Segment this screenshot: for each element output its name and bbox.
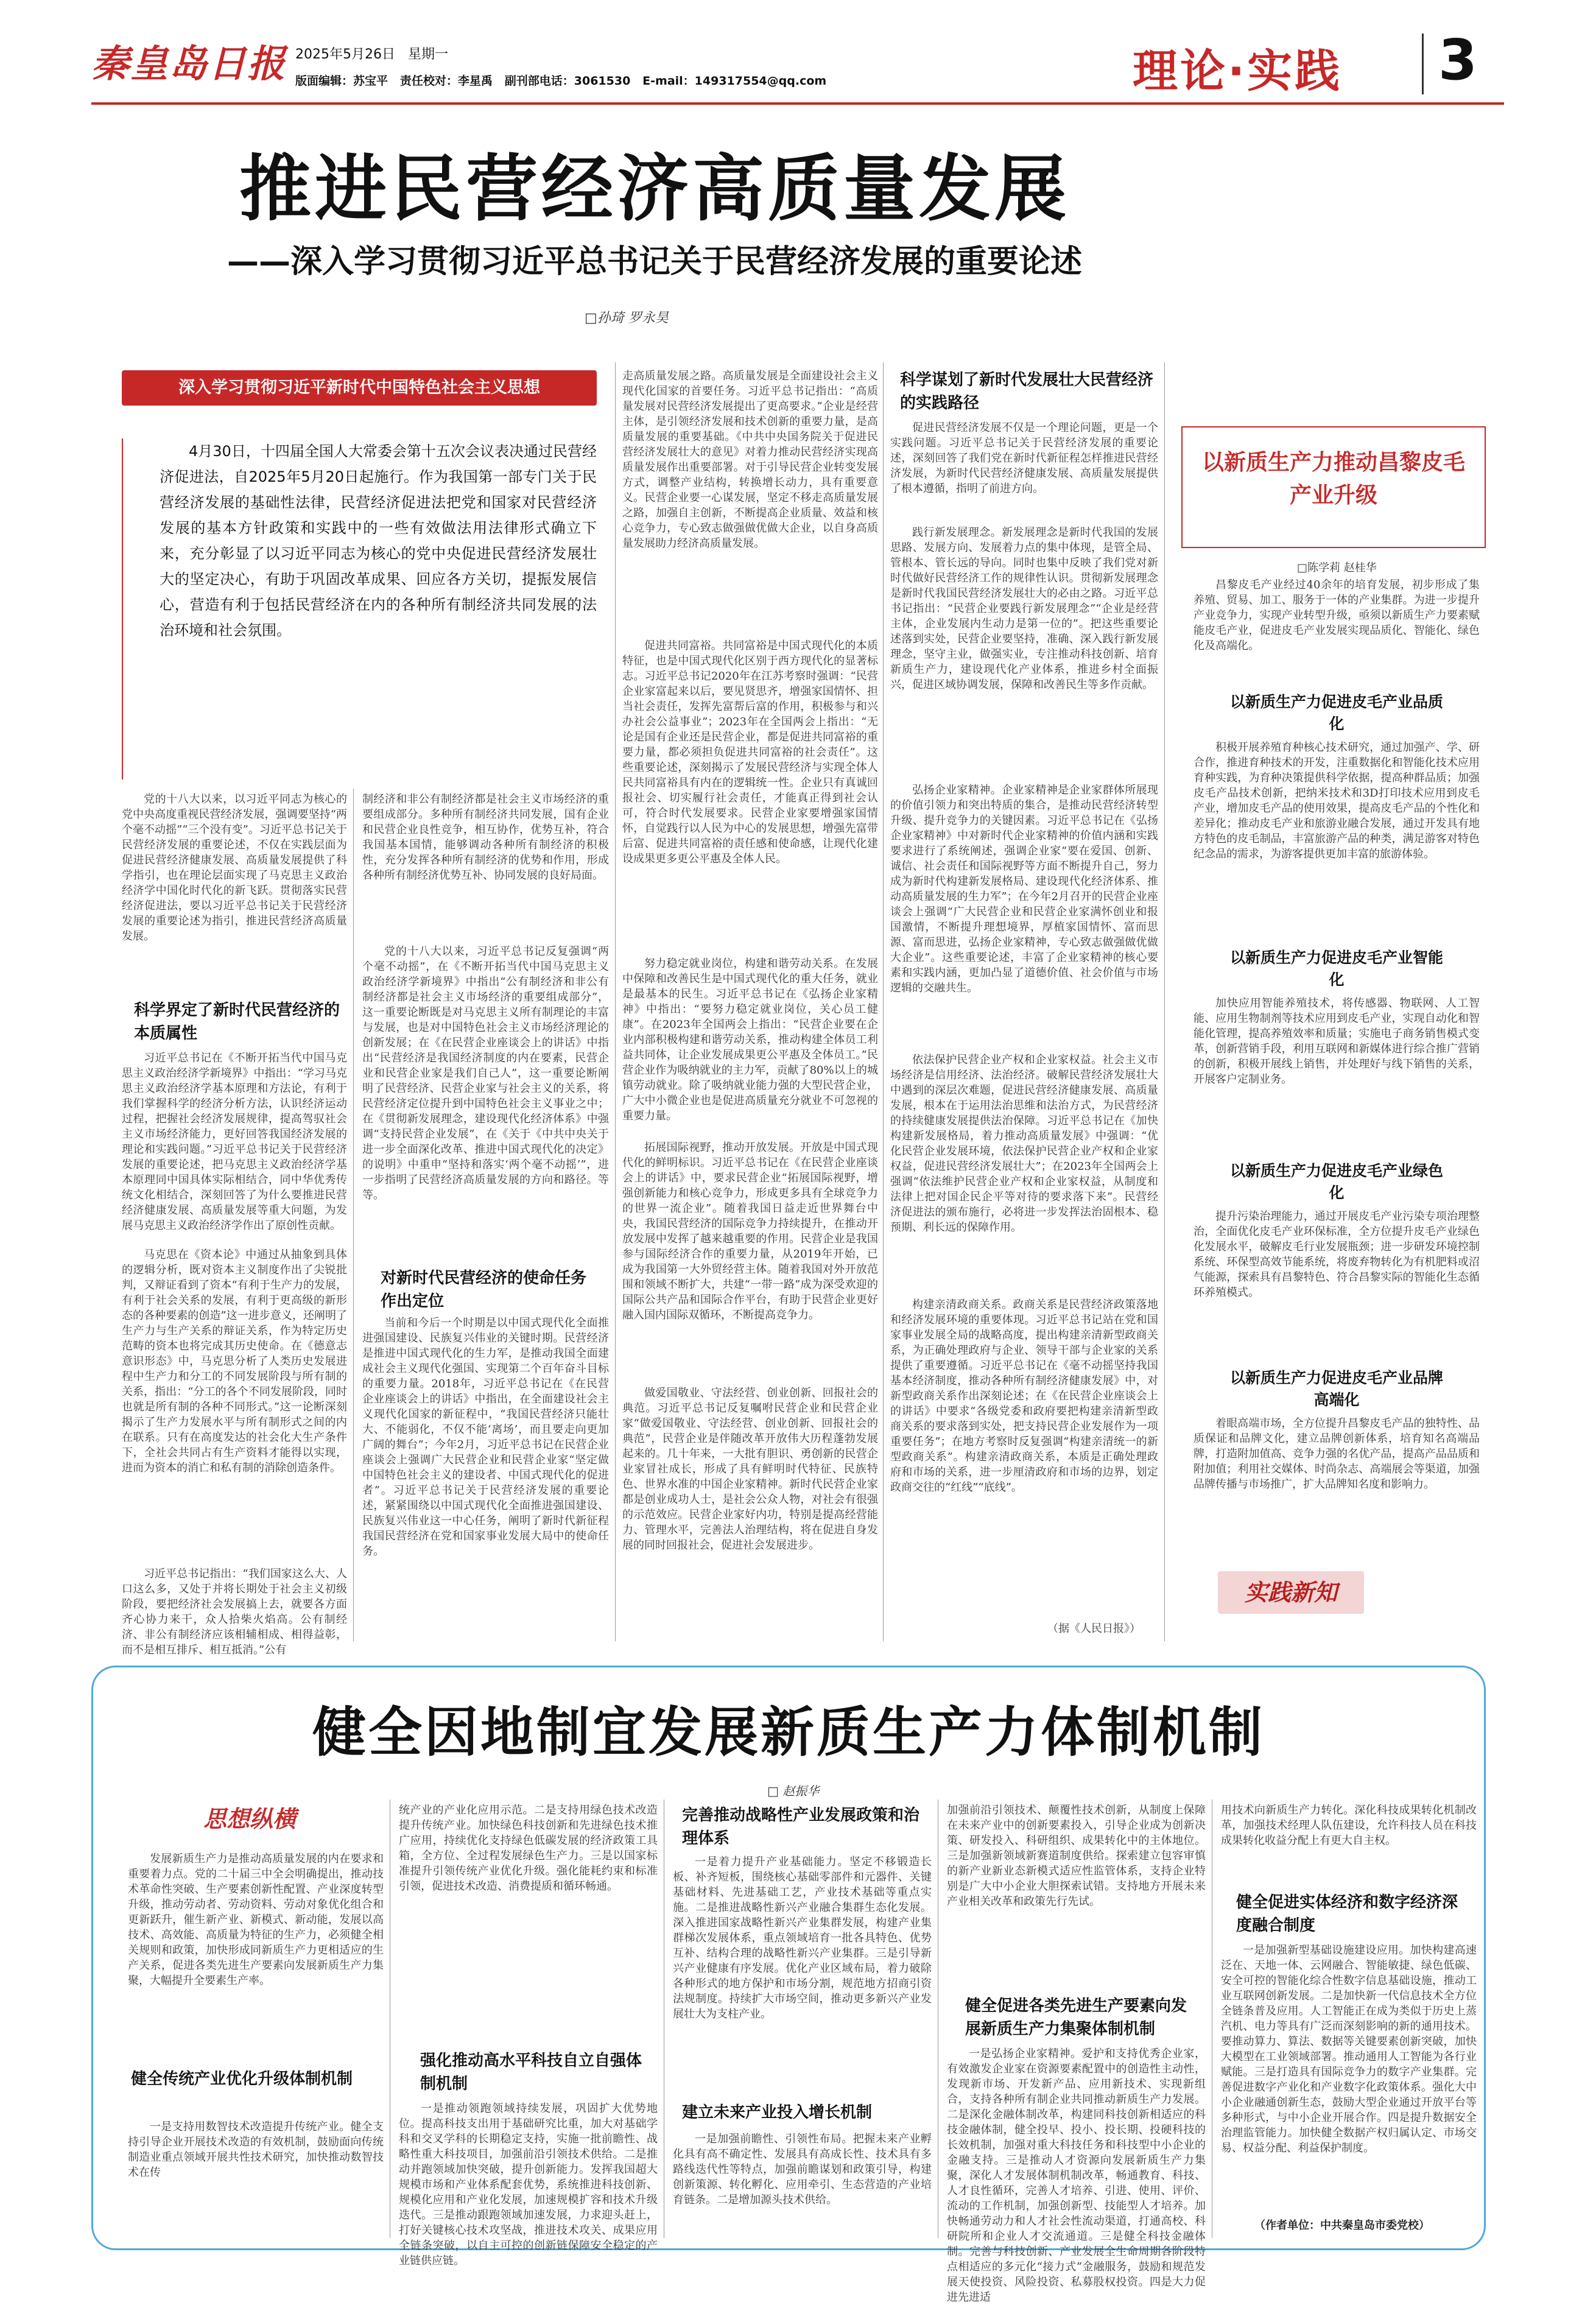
- practice-stamp: [1218, 1571, 1364, 1614]
- lead-col3-p4: 拓展国际视野，推动开放发展。开放是中国式现代化的鲜明标识。习近平总书记在《在民营企业座谈会上的讲话》中，要求民营企业“拓展国际视野，增强创新能力和核心竞争力，形成更多具有全球竞争力的世界一流企业”。随着我国日益走近世界舞台中央，我国民营经济的国际竞争力持续提升，在推动开放发展中发挥了越来越重要的作用。民营企业是我国参与国际经济合作的重要力量，从2019年开始，已成为我国第一大外贸经营主体。随着我国对外开放范围和领域不断扩大，共建“一带一路”成为深受欢迎的国际公共产品和国际合作平台，有助于民营企业更好融入国内国际双循环，不断提高竞争力。: [622, 1141, 878, 1321]
- sidebar-s3-title: 以新质生产力促进皮毛产业绿色化: [1229, 1162, 1443, 1202]
- sidebar-s3-body: 提升污染治理能力，通过开展皮毛产业污染专项治理整治，全面优化皮毛产业环保标准，全方位提升皮毛产业绿色化发展水平，破解皮毛行业发展瓶颈；进一步研发环境控制系统、环保型高效节能系统，将废弃物转化为有机肥料或沼气能源，探索具有昌黎特色、符合昌黎实际的智能化生态循环养殖模式。: [1193, 1210, 1480, 1299]
- page-number: 3: [1438, 27, 1478, 93]
- sidebar-s4-body: 着眼高端市场，全方位提升昌黎皮毛产品的独特性、品质保证和品牌文化，建立品牌创新体系，培育知名高端品牌，打造附加值高、竞争力强的名优产品，提高产品品质和附加值；利用社交媒体、时尚杂志、高端展会等渠道，加强品牌传播与市场推广，扩大品牌知名度和影响力。: [1193, 1417, 1480, 1491]
- sidebar-s2-title: 以新质生产力促进皮毛产业智能化: [1229, 949, 1443, 988]
- section-title: 理论·实践: [1133, 45, 1343, 97]
- issue-date: [295, 44, 448, 63]
- sidebar-title: 以新质生产力推动昌黎皮毛产业升级: [1201, 449, 1465, 508]
- second-c2-p2: 一是推动领跑领域持续发展，巩固扩大优势地位。提高科技支出用于基础研究比重，加大对基础学科和交叉学科的长期稳定支持，实施一批前瞻性、战略性重大科技项目，加强前沿引领技术供给。二是推动并跑领域加快突破，提升创新能力。发挥我国超大规模市场和产业体系配套优势，系统推进科技创新、规模化应用和产业化发展，加速规模扩容和技术升级迭代。三是推动跟跑领域加速发展，力求迎头赶上，打好关键核心技术攻坚战，推进技术攻关、成果应用全链条突破，以自主可控的创新链保障安全稳定的产业链供应链。: [399, 2102, 658, 2267]
- sidebar-title-box: [1181, 426, 1486, 548]
- second-c2-heading: 强化推动高水平科技自立自强体制机制: [420, 2052, 642, 2093]
- date-text: 2025年5月26日: [295, 47, 395, 62]
- second-c5-p2: 一是加强新型基础设施建设应用。加快构建高速泛在、天地一体、云网融合、智能敏捷、绿色低碳、安全可控的智能化综合性数字信息基础设施，推动工业互联网创新发展。二是加快新一代信息技术全方位全链条普及应用。人工智能正在成为类似于历史上蒸汽机、电力等具有广泛而深刻影响的新的通用技术。要推动算力、算法、数据等关键要素创新突破，加快大模型在工业领域部署。推动通用人工智能为各行业赋能。三是打造具有国际竞争力的数字产业集群。完善促进数字产业化和产业数字化政策体系。强化大中小企业融通创新生态，鼓励大型企业通过开放平台等多种形式，与中小企业开展合作。四是提升数据安全治理监管能力。加快健全数据产权归属认定、市场交易、权益分配、利益保护制度。: [1221, 1944, 1477, 2155]
- lead-col4-p5: 构建亲清政商关系。政商关系是民营经济政策落地和经济发展环境的重要体现。习近平总书记站在党和国家事业发展全局的战略高度，提出构建亲清新型政商关系，为正确处理政府与企业、领导干部与企业家的关系提供了重要遵循。习近平总书记在《毫不动摇坚持我国基本经济制度，推动各种所有制经济健康发展》中，对新型政商关系作出深刻论述；在《在民营企业座谈会上的讲话》中要求“各级党委和政府要把构建亲清新型政商关系的要求落到实处，把支持民营企业发展作为一项重要任务”；在地方考察时反复强调“构建亲清统一的新型政商关系”。构建亲清政商关系，本质是正确处理政府和市场的关系，进一步厘清政府和市场的边界，划定政商交往的“红线”“底线”。: [890, 1298, 1158, 1494]
- second-c3-heading: 完善推动战略性产业发展政策和治理体系: [682, 1806, 920, 1848]
- column-rule: [1164, 362, 1165, 1641]
- second-byline: □ 赵振华: [767, 1784, 820, 1798]
- sidebar-byline: □陈学莉 赵桂华: [1297, 561, 1377, 574]
- second-title: 健全因地制宜发展新质生产力体制机制: [312, 1701, 1265, 1764]
- lead-col2-p1: 制经济和非公有制经济都是社会主义市场经济的重要组成部分。多种所有制经济共同发展，国有企业和民营企业良性竞争，相互协作，优势互补，符合我国基本国情，能够调动各种所有制经济的积极性，充分发挥各种所有制经济的优势和作用，形成各种所有制经济优势互补、协同发展的良好局面。: [362, 793, 609, 882]
- column-rule: [883, 362, 884, 1641]
- second-author: （作者单位：中共秦皇岛市委党校）: [1254, 2219, 1430, 2232]
- masthead: [0, 0, 1596, 116]
- newspaper-logo: 秦皇岛日报: [91, 41, 287, 86]
- lead-col1-heading: 科学界定了新时代民营经济的本质属性: [134, 1001, 340, 1043]
- lead-col4-p3: 弘扬企业家精神。企业家精神是企业家群体所展现的价值引领力和突出特质的集合，是推动民营经济转型升级、提升竞争力的关键因素。习近平总书记在《弘扬企业家精神》中对新时代企业家精神的价值内涵和实践要求进行了系统阐述，强调企业家“要在爱国、创新、诚信、社会责任和国际视野等方面不断提升自己，努力成为新时代构建新发展格局、建设现代化经济体系、推动高质量发展的生力军”；在今年2月召开的民营企业座谈会上强调“广大民营企业和民营企业家满怀创业和报国激情，不断提升理想境界，厚植家国情怀、富而思源、富而思进，弘扬企业家精神，专心致志做强做优做大企业”。这些重要论述，丰富了企业家精神的核心要素和实践内涵，更加凸显了道德价值、社会价值与市场逻辑的交融共生。: [890, 784, 1158, 994]
- lead-col4-heading: 科学谋划了新时代发展壮大民营经济的实践路径: [900, 371, 1154, 412]
- second-c5-heading: 健全促进实体经济和数字经济深度融合制度: [1236, 1893, 1458, 1935]
- phone-text: 副刊部电话：3061530: [504, 74, 631, 88]
- intro-box: [122, 438, 597, 779]
- weekday-text: 星期一: [407, 47, 448, 62]
- editor-text: 版面编辑：苏宝平: [295, 74, 388, 88]
- lead-col1-p1: 党的十八大以来，以习近平同志为核心的党中央高度重视民营经济发展，强调要坚持“两个毫不动摇”“三个没有变”。习近平总书记关于民营经济发展的重要论述，不仅在实践层面为促进民营经济健康发展、高质量发展提供了科学指引，也在理论层面实现了马克思主义政治经济学中国化时代化的新飞跃。贯彻落实民营经济促进法，要以习近平总书记关于民营经济发展的重要论述为指引，推进民营经济高质量发展。: [122, 793, 347, 943]
- lead-col3-p5: 做爱国敬业、守法经营、创业创新、回报社会的典范。习近平总书记反复嘱咐民营企业和民营企业家“做爱国敬业、守法经营、创业创新、回报社会的典范”，民营企业是伴随改革开放伟大历程蓬勃发展起来的。几十年来，一大批有胆识、勇创新的民营企业家冒社成长，形成了具有鲜明时代特征、民族特色、世界水准的中国企业家精神。新时代民营企业家都是创业成功人士，是社会公众人物，对社会有很强的示范效应。民营企业家好内功，特别是提高经营能力、管理水平，完善法人治理结构，将在促进自身发展的同时回报社会，促进社会发展进步。: [622, 1387, 878, 1552]
- lead-byline: □孙琦 罗永昊: [585, 311, 669, 326]
- intro-text: 4月30日，十四届全国人大常委会第十五次会议表决通过民营经济促进法，自2025年5月20日起施行。作为我国第一部专门关于民营经济发展的基础性法律，民营经济促进法把党和国家对民营经济发展的基本方针政策和实践中的一些有效做法用法律形式确立下来，充分彰显了以习近平同志为核心的党中央促进民营经济发展壮大的坚定决心，有助于巩固改革成果、回应各方关切，提振发展信心，营造有利于包括民营经济在内的各种所有制经济共同发展的法治环境和社会氛围。: [160, 443, 597, 639]
- second-c3-p2: 一是加强前瞻性、引领性布局。把握未来产业孵化具有高不确定性、发展具有高成长性、技术具有多路线迭代性等特点，加强前瞻谋划和政策引导，构建创新策源、转化孵化、应用牵引、生态营造的产业培育链条。二是增加源头技术供给。: [673, 2133, 932, 2206]
- lead-col4-p1: 促进民营经济发展不仅是一个理论问题，更是一个实践问题。习近平总书记关于民营经济发展的重要论述，深刻回答了我们党在新时代新征程怎样推进民营经济发展，为新时代民营经济健康发展、高质量发展提供了根本遵循，指明了前进方向。: [890, 421, 1158, 495]
- second-c2-p1: 统产业的产业化应用示范。二是支持用绿色技术改造提升传统产业。加快绿色科技创新和先进绿色技术推广应用，持续优化支持绿色低碳发展的经济政策工具箱，全方位、全过程发展绿色生产力。三是以国家标准提升引领传统产业优化升级。强化能耗约束和标准引领，促进技术改造、消费提质和循环畅通。: [399, 1804, 658, 1893]
- lead-col1-p4: 习近平总书记指出：“我们国家这么大、人口这么多，又处于并将长期处于社会主义初级阶段，要把经济社会发展搞上去，就要各方面齐心协力来干，众人拾柴火焰高。公有制经济、非公有制经济应该相辅相成、相得益彰，而不是相互排斥、相互抵消。”公有: [122, 1568, 347, 1656]
- sidebar-s2-body: 加快应用智能养殖技术，将传感器、物联网、人工智能、应用生物制剂等技术应用到皮毛产业，实现自动化和智能化管理，提高养殖效率和质量；实施电子商务销售模式变革，创新营销手段，利用互联网和新媒体进行综合推广营销的创新，积极开展线上销售，并处理好与线下销售的关系，开展客户定制业务。: [1193, 997, 1480, 1086]
- email-text: E-mail：149317554@qq.com: [642, 74, 827, 88]
- sidebar-intro: 昌黎皮毛产业经过40余年的培育发展，初步形成了集养殖、贸易、加工、服务于一体的产业集群。为进一步提升产业竞争力，实现产业转型升级，亟须以新质生产力要素赋能皮毛产业，促进皮毛产业发展实现品质化、智能化、绿色化及高端化。: [1193, 579, 1480, 652]
- second-c4-p1: 加强前沿引领技术、颠覆性技术创新，从制度上保障在未来产业中的创新要素投入，引导企业成为创新决策、研发投入、科研组织、成果转化中的主体地位。三是加强新领域新赛道制度供给。探索建立包容审慎的新产业新业态新模式适应性监管体系，支持企业特别是广大中小企业大胆探索试错。支持地方开展未来产业相关改革和政策先行先试。: [947, 1804, 1206, 1908]
- second-c3-p1: 一是着力提升产业基础能力。坚定不移锻造长板、补齐短板，围绕核心基础零部件和元器件、关键基础材料、先进基础工艺，产业技术基础等重点实施。二是推进战略性新兴产业融合集群生态化发展。深入推进国家战略性新兴产业集群发展，构建产业集群梯次发展体系，重点领域培育一批各具特色、优势互补、结构合理的战略性新兴产业集群。三是引导新兴产业健康有序发展。优化产业区域布局，着力破除各种形式的地方保护和市场分割，规范地方招商引资法规制度。持续扩大市场空间，推动更多新兴产业发展壮大为支柱产业。: [673, 1856, 932, 2021]
- column-rule: [615, 362, 616, 1641]
- lead-col2-p2: 党的十八大以来，习近平总书记反复强调“两个毫不动摇”，在《不断开拓当代中国马克思主义政治经济学新境界》中指出“公有制经济和非公有制经济都是社会主义市场经济的重要组成部分”，这一重要论断既是对马克思主义所有制理论的丰富与发展，也是对中国特色社会主义市场经济理论的创新发展；在《在民营企业座谈会上的讲话》中指出“民营经济是我国经济制度的内在要素，民营企业和民营企业家是我们自己人”，这一重要论断阐明了民营经济、民营企业家与社会主义的关系，将民营经济定位提升到中国特色社会主义事业之中；在《贯彻新发展理念，建设现代化经济体系》中强调“支持民营企业发展”，在《关于《中共中央关于进一步全面深化改革、推进中国式现代化的决定》的说明》中重申“坚持和落实‘两个毫不动摇’”，进一步指明了民营经济高质量发展的方向和路径。等等。: [362, 945, 609, 1202]
- sidebar-s1-title: 以新质生产力促进皮毛产业品质化: [1229, 693, 1443, 733]
- sidebar-s4-title: 以新质生产力促进皮毛产业品牌高端化: [1229, 1369, 1443, 1409]
- lead-col4-p2: 践行新发展理念。新发展理念是新时代我国的发展思路、发展方向、发展着力点的集中体现，是管全局、管根本、管长远的导向。同时也集中反映了我们党对新时代做好民营经济工作的规律性认识。贯彻新发展理念是新时代我国民营经济发展壮大的必由之路。习近平总书记指出：“民营企业要践行新发展理念”“企业是经营主体，企业发展内生动力是第一位的”。把这些重要论述落到实处，民营企业要坚持，准确、深入践行新发展理念，坚守主业，做强实业，专注推动科技创新、培育新质生产力，建设现代化产业体系，推进乡村全面振兴，促进区域协调发展，保障和改善民生等多作贡献。: [890, 526, 1158, 691]
- lead-col2-heading: 对新时代民营经济的使命任务作出定位: [381, 1269, 587, 1311]
- second-c3-heading-2: 建立未来产业投入增长机制: [682, 2103, 873, 2122]
- section-divider: [1422, 33, 1424, 94]
- second-c1-p2: 一是支持用数智技术改造提升传统产业。健全支持引导企业开展技术改造的有效机制，鼓励面向传统制造业重点领域开展共性技术研究，加快推动数智技术在传: [128, 2120, 384, 2179]
- proofreader-text: 责任校对：李星禹: [399, 74, 493, 88]
- second-c4-heading: 健全促进各类先进生产要素向发展新质生产力集聚体制机制: [965, 1997, 1187, 2038]
- stamp-text: 实践新知: [1244, 1579, 1337, 1606]
- lead-col2-p3: 当前和今后一个时期是以中国式现代化全面推进强国建设、民族复兴伟业的关键时期。民营经济是推进中国式现代化的生力军，是推动我国全面建成社会主义现代化强国、实现第二个百年奋斗目标的重要力量。2018年，习近平总书记在《在民营企业座谈会上的讲话》中指出，在全面建设社会主义现代化国家的新征程中，“我国民营经济只能壮大、不能弱化，不仅不能‘离场’，而且要走向更加广阔的舞台”；今年2月，习近平总书记在民营企业座谈会上强调广大民营企业和民营企业家“坚定做中国特色社会主义的建设者、中国式现代化的促进者”。习近平总书记关于民营经济发展的重要论述，紧紧围绕以中国式现代化全面推进强国建设、民族复兴伟业这一中心任务，阐明了新时代新征程我国民营经济在党和国家事业发展大局中的使命任务。: [362, 1317, 609, 1558]
- lead-subtitle: ——深入学习贯彻习近平总书记关于民营经济发展的重要论述: [227, 244, 1082, 280]
- lead-col3-p2: 促进共同富裕。共同富裕是中国式现代化的本质特征，也是中国式现代化区别于西方现代化的显著标志。习近平总书记2020年在江苏考察时强调：“民营企业家富起来以后，要见贤思齐，增强家国情怀、担当社会责任，发挥先富帮后富的作用，积极参与和兴办社会公益事业”；2023年在全国两会上指出：“无论是国有企业还是民营企业，都是促进共同富裕的重要力量，都必须担负促进共同富裕的社会责任”。这些重要论述，深刻揭示了发展民营经济与实现全体人民共同富裕具有内在的逻辑统一性。企业只有真诚回报社会、切实履行社会责任，才能真正得到社会认可，符合时代发展要求。民营企业家要增强家国情怀，自觉践行以人民为中心的发展思想，增强先富带后富、促进共同富裕的责任感和使命感，让现代化建设成果更多更公平惠及全体人民。: [622, 639, 878, 865]
- lead-col4-p4: 依法保护民营企业产权和企业家权益。社会主义市场经济是信用经济、法治经济。破解民营经济发展壮大中遇到的深层次难题，促进民营经济健康发展、高质量发展，根本在于运用法治思维和法治方式，为民营经济的持续健康发展提供法治保障。习近平总书记在《加快构建新发展格局，着力推动高质量发展》中强调：“优化民营企业发展环境，依法保护民营企业产权和企业家权益，促进民营经济发展壮大”；在2023年全国两会上强调“依法维护民营企业产权和企业家权益，从制度和法律上把对国企民企平等对待的要求落下来”。民营经济促进法的颁布施行，必将进一步发挥法治固根本、稳预期、利长远的保障作用。: [890, 1054, 1158, 1234]
- second-c5-p1: 用技术向新质生产力转化。深化科技成果转化机制改革，加强技术经理人队伍建设，允许科技人员在科技成果转化收益分配上有更大自主权。: [1221, 1804, 1477, 1847]
- column-rule: [353, 789, 354, 1641]
- lead-col3-p1: 走高质量发展之路。高质量发展是全面建设社会主义现代化国家的首要任务。习近平总书记指出：“高质量发展对民营经济发展提出了更高要求。”企业是经营主体，是引领经济发展和技术创新的重要力量，是高质量发展的重要基础。《中共中央国务院关于促进民营经济发展壮大的意见》对着力推动民营经济实现高质量发展作出重要部署。对于引导民营企业转变发展方式，调整产业结构，转换增长动力，具有重要意义。民营企业要一心谋发展，坚定不移走高质量发展之路，加强自主创新，不断提高企业质量、效益和核心竞争力，专心致志做强做优做大企业，以自身高质量发展助力经济高质量发展。: [622, 370, 878, 550]
- lead-source: （据《人民日报》）: [1047, 1622, 1141, 1635]
- lead-col1-p2: 习近平总书记在《不断开拓当代中国马克思主义政治经济学新境界》中指出：“学习马克思主义政治经济学基本原理和方法论，有利于我们掌握科学的经济分析方法，认识经济运动过程，把握社会经济发展规律，提高驾驭社会主义市场经济能力，更好回答我国经济发展的理论和实践问题。”习近平总书记关于民营经济发展的重要论述，把马克思主义政治经济学基本原理同中国具体实际相结合，同中华优秀传统文化相结合，深刻回答了为什么要推进民营经济健康发展、高质量发展等重大问题，为发展马克思主义政治经济学作出了原创性贡献。: [122, 1052, 347, 1232]
- theory-banner: [122, 370, 597, 406]
- lead-col1-p3: 马克思在《资本论》中通过从抽象到具体的逻辑分析，既对资本主义制度作出了尖锐批判，又辩证看到了资本“有利于生产力的发展，有利于社会关系的发展，有利于更高级的新形态的各种要素的创造”这一进步意义，还阐明了生产力与生产关系的辩证关系，作为特定历史范畴的资本也将完成其历史使命。在《德意志意识形态》中，马克思分析了人类历史发展进程中生产力和分工的不同发展阶段与所有制的关系，指出：“分工的各个不同发展阶段，同时也就是所有制的各种不同形式。”这一论断深刻揭示了生产力发展水平与所有制形式之间的内在联系。只有在高度发达的社会化大生产条件下，全社会共同占有生产资料才能得以实现，进而为资本的消亡和私有制的消除创造条件。: [122, 1248, 347, 1474]
- second-c1-heading: 健全传统产业优化升级体制机制: [131, 2070, 353, 2088]
- banner-text: 深入学习贯彻习近平新时代中国特色社会主义思想: [178, 378, 540, 397]
- lead-title: 推进民营经济高质量发展: [239, 147, 1070, 231]
- column-badge: [177, 1800, 323, 1839]
- second-c4-p2: 一是弘扬企业家精神。爱护和支持优秀企业家，有效激发企业家在资源要素配置中的创造性主动性，发现新市场、开发新产品、应用新技术、实现新组合，支持各种所有制企业共同推动新质生产力发展。二是深化金融体制改革，构建同科技创新相适应的科技金融体制，健全投早、投小、投长期、投硬科技的长效机制，加强对重大科技任务和科技型中小企业的金融支持。三是推动人才资源向发展新质生产力集聚，深化人才发展体制机制改革，畅通教育、科技、人才良性循环，完善人才培养、引进、使用、评价、流动的工作机制，加强创新型、技能型人才培养。加快畅通劳动力和人才社会性流动渠道，打通高校、科研院所和企业人才交流通道。三是健全科技金融体制。完善与科技创新、产业发展全生命周期各阶段特点相适应的多元化“接力式”金融服务，鼓励和规范发展天使投资、风险投资、私募股权投资。四是大力促进先进适: [947, 2047, 1206, 2304]
- staff-line: [295, 72, 826, 88]
- sidebar-s1-body: 积极开展养殖育种核心技术研究，通过加强产、学、研合作，推进育种技术的开发，注重数据化和智能化技术应用育种实践，为育种决策提供科学依据，提高种群品质；加强皮毛产品技术创新，把纳米技术和3D打印技术应用到皮毛产业，增加皮毛产品的使用效果，提高皮毛产品的个性化和差异化；推动皮毛产业和旅游业融合发展，通过开发具有地方特色的皮毛制品，丰富旅游产品的种类，满足游客对特色纪念品的需求，为游客提供更加丰富的旅游体验。: [1193, 741, 1480, 860]
- lead-col3-p3: 努力稳定就业岗位，构建和谐劳动关系。在发展中保障和改善民生是中国式现代化的重大任务，就业是最基本的民生。习近平总书记在《弘扬企业家精神》中指出：“要努力稳定就业岗位，关心员工健康”。在2023年全国两会上指出：“民营企业要在企业内部积极构建和谐劳动关系，推动构建全体员工利益共同体，让企业发展成果更公平惠及全体员工。”民营企业作为吸纳就业的主力军，贡献了80%以上的城镇劳动就业。除了吸纳就业能力强的大型民营企业，广大中小微企业也是促进高质量充分就业不可忽视的重要力量。: [622, 957, 878, 1122]
- second-c1-p1: 发展新质生产力是推动高质量发展的内在要求和重要着力点。党的二十届三中全会明确提出，推动技术革命性突破、生产要素创新性配置、产业深度转型升级，推动劳动者、劳动资料、劳动对象优化组合和更新跃升，催生新产业、新模式、新动能，发展以高技术、高效能、高质量为特征的生产力，必须健全相关规则和政策，加快形成同新质生产力更相适应的生产关系，促进各类先进生产要素向发展新质生产力集聚，大幅提升全要素生产率。: [128, 1853, 384, 1987]
- column-badge-text: 思想纵横: [203, 1806, 296, 1832]
- masthead-rule: [91, 102, 1504, 105]
